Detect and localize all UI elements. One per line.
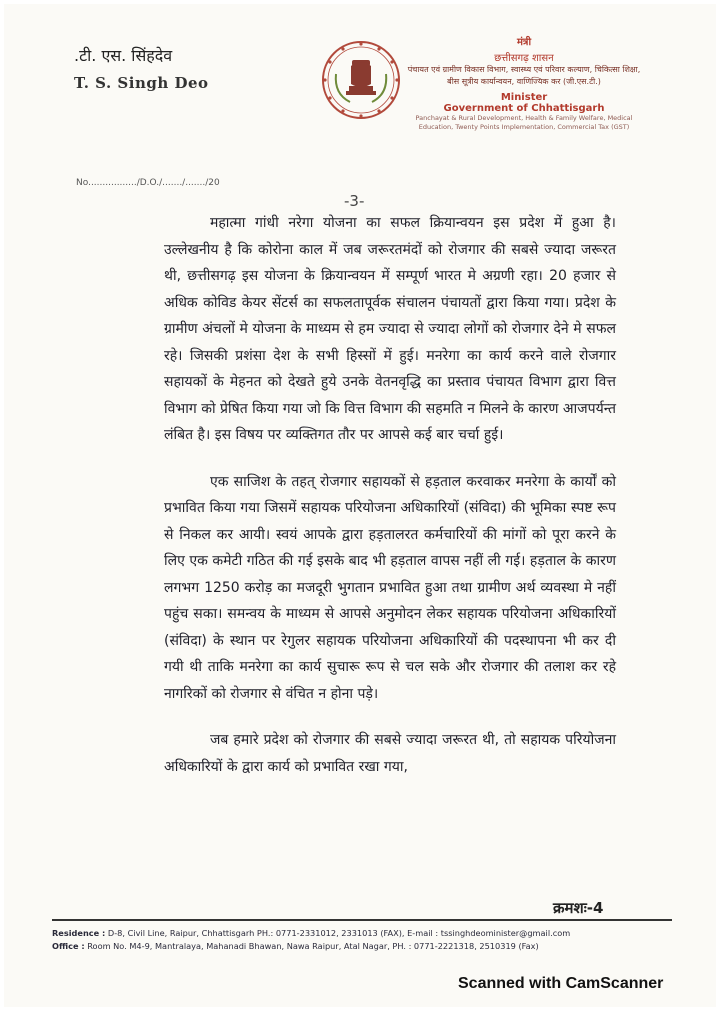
government-hindi: छत्तीसगढ़ शासन xyxy=(494,53,554,64)
reference-number: No................./D.O./......./......./20 xyxy=(76,178,220,188)
footer-divider xyxy=(52,919,672,921)
continuation-mark: क्रमशः-4 xyxy=(553,899,604,917)
departments-english: Panchayat & Rural Development, Health & Family Welfare, Medical Education, Twenty Points Implementation, Commercial Tax (GST) xyxy=(415,114,633,131)
office-label: Office : xyxy=(52,941,85,951)
title-hindi: मंत्री xyxy=(516,37,532,48)
letterhead-footer xyxy=(52,927,692,953)
minister-name-english: T. S. Singh Deo xyxy=(74,74,209,92)
office-address: Room No. M4-9, Mantralaya, Mahanadi Bhawan, Nawa Raipur, Atal Nagar, PH. : 0771-2221318, 2510319 (Fax) xyxy=(87,941,539,951)
residence-label: Residence : xyxy=(52,928,106,938)
residence-line xyxy=(52,927,692,940)
office-line xyxy=(52,940,692,953)
paragraph-2: एक साजिश के तहत् रोजगार सहायकों से हड़ताल करवाकर मनरेगा के कार्यों को प्रभावित किया गया जिसमें सहायक परियोजना अधिकारियों (संविदा) की भूमिका स्पष्ट रूप से निकल कर आयी। स्वयं आपके द्वारा हड़तालरत कर्मचारियों की मांगों को पूरा करने के लिए एक कमेटी गठित की गई इसके बाद भी हड़ताल वापस नहीं ली गई। हड़ताल के कारण लगभग 1250 करोड़ का मजदूरी भुगतान प्रभावित हुआ तथा ग्रामीण अर्थ व्यवस्था मे नहीं पहुंच सका। समन्वय के माध्यम से आपसे अनुमोदन लेकर सहायक परियोजना अधिकारियों (संविदा) के स्थान पर रेगुलर सहायक परियोजना अधिकारियों की पदस्थापना भी कर दी गयी थी ताकि मनरेगा का कार्य सुचारू रूप से चल सके और रोजगार की तलाश कर रहे नागरिकों को रोजगार से वंचित न होना पड़े। xyxy=(164,473,616,702)
minister-name-block xyxy=(74,44,209,92)
scanner-watermark: Scanned with CamScanner xyxy=(458,975,664,992)
government-english: Government of Chhattisgarh xyxy=(443,103,605,114)
departments-hindi: पंचायत एवं ग्रामीण विकास विभाग, स्वास्थ्य एवं परिवार कल्याण, चिकित्सा शिक्षा, बीस सूत्रीय कार्यान्वयन, वाणिज्यिक कर (जी.एस.टी.) xyxy=(407,65,641,86)
paragraph-3: जब हमारे प्रदेश को रोजगार की सबसे ज्यादा जरूरत थी, तो सहायक परियोजना अधिकारियों के द्वारा कार्य को प्रभावित रखा गया, xyxy=(164,732,616,775)
title-english: Minister xyxy=(500,92,548,103)
minister-name-hindi: .टी. एस. सिंहदेव xyxy=(74,46,173,65)
minister-title-block xyxy=(404,34,644,132)
letter-page xyxy=(4,4,716,1007)
page-number: -3- xyxy=(344,192,365,210)
letter-body xyxy=(164,210,616,780)
state-emblem-icon xyxy=(316,34,406,130)
paragraph-1: महात्मा गांधी नरेगा योजना का सफल क्रियान्वयन इस प्रदेश में हुआ है। उल्लेखनीय है कि कोरोना काल में जब जरूरतमंदों को रोजगार की सबसे ज्यादा जरूरत थी, छत्तीसगढ़ इस योजना के क्रियान्वयन में सम्पूर्ण भारत मे अग्रणी रहा। 20 हजार से अधिक कोविड केयर सेंटर्स का सफलतापूर्वक संचालन पंचायतों द्वारा किया गया। प्रदेश के ग्रामीण अंचलों मे योजना के माध्यम से हम ज्यादा से ज्यादा लोगों को रोजगार देने मे सफल रहे। जिसकी प्रशंसा देश के सभी हिस्सों में हुई। मनरेगा का कार्य करने वाले रोजगार सहायकों के मेहनत को देखते हुये उनके वेतनवृद्धि का प्रस्ताव पंचायत विभाग द्वारा वित्त विभाग को प्रेषित किया गया जो कि वित्त विभाग की सहमति न मिलने के कारण आजपर्यन्त लंबित है। इस विषय पर व्यक्तिगत तौर पर आपसे कई बार चर्चा हुई। xyxy=(164,215,616,443)
residence-address: D-8, Civil Line, Raipur, Chhattisgarh PH.: 0771-2331012, 2331013 (FAX), E-mail : tssinghdeominister@gmail.com xyxy=(107,928,571,938)
